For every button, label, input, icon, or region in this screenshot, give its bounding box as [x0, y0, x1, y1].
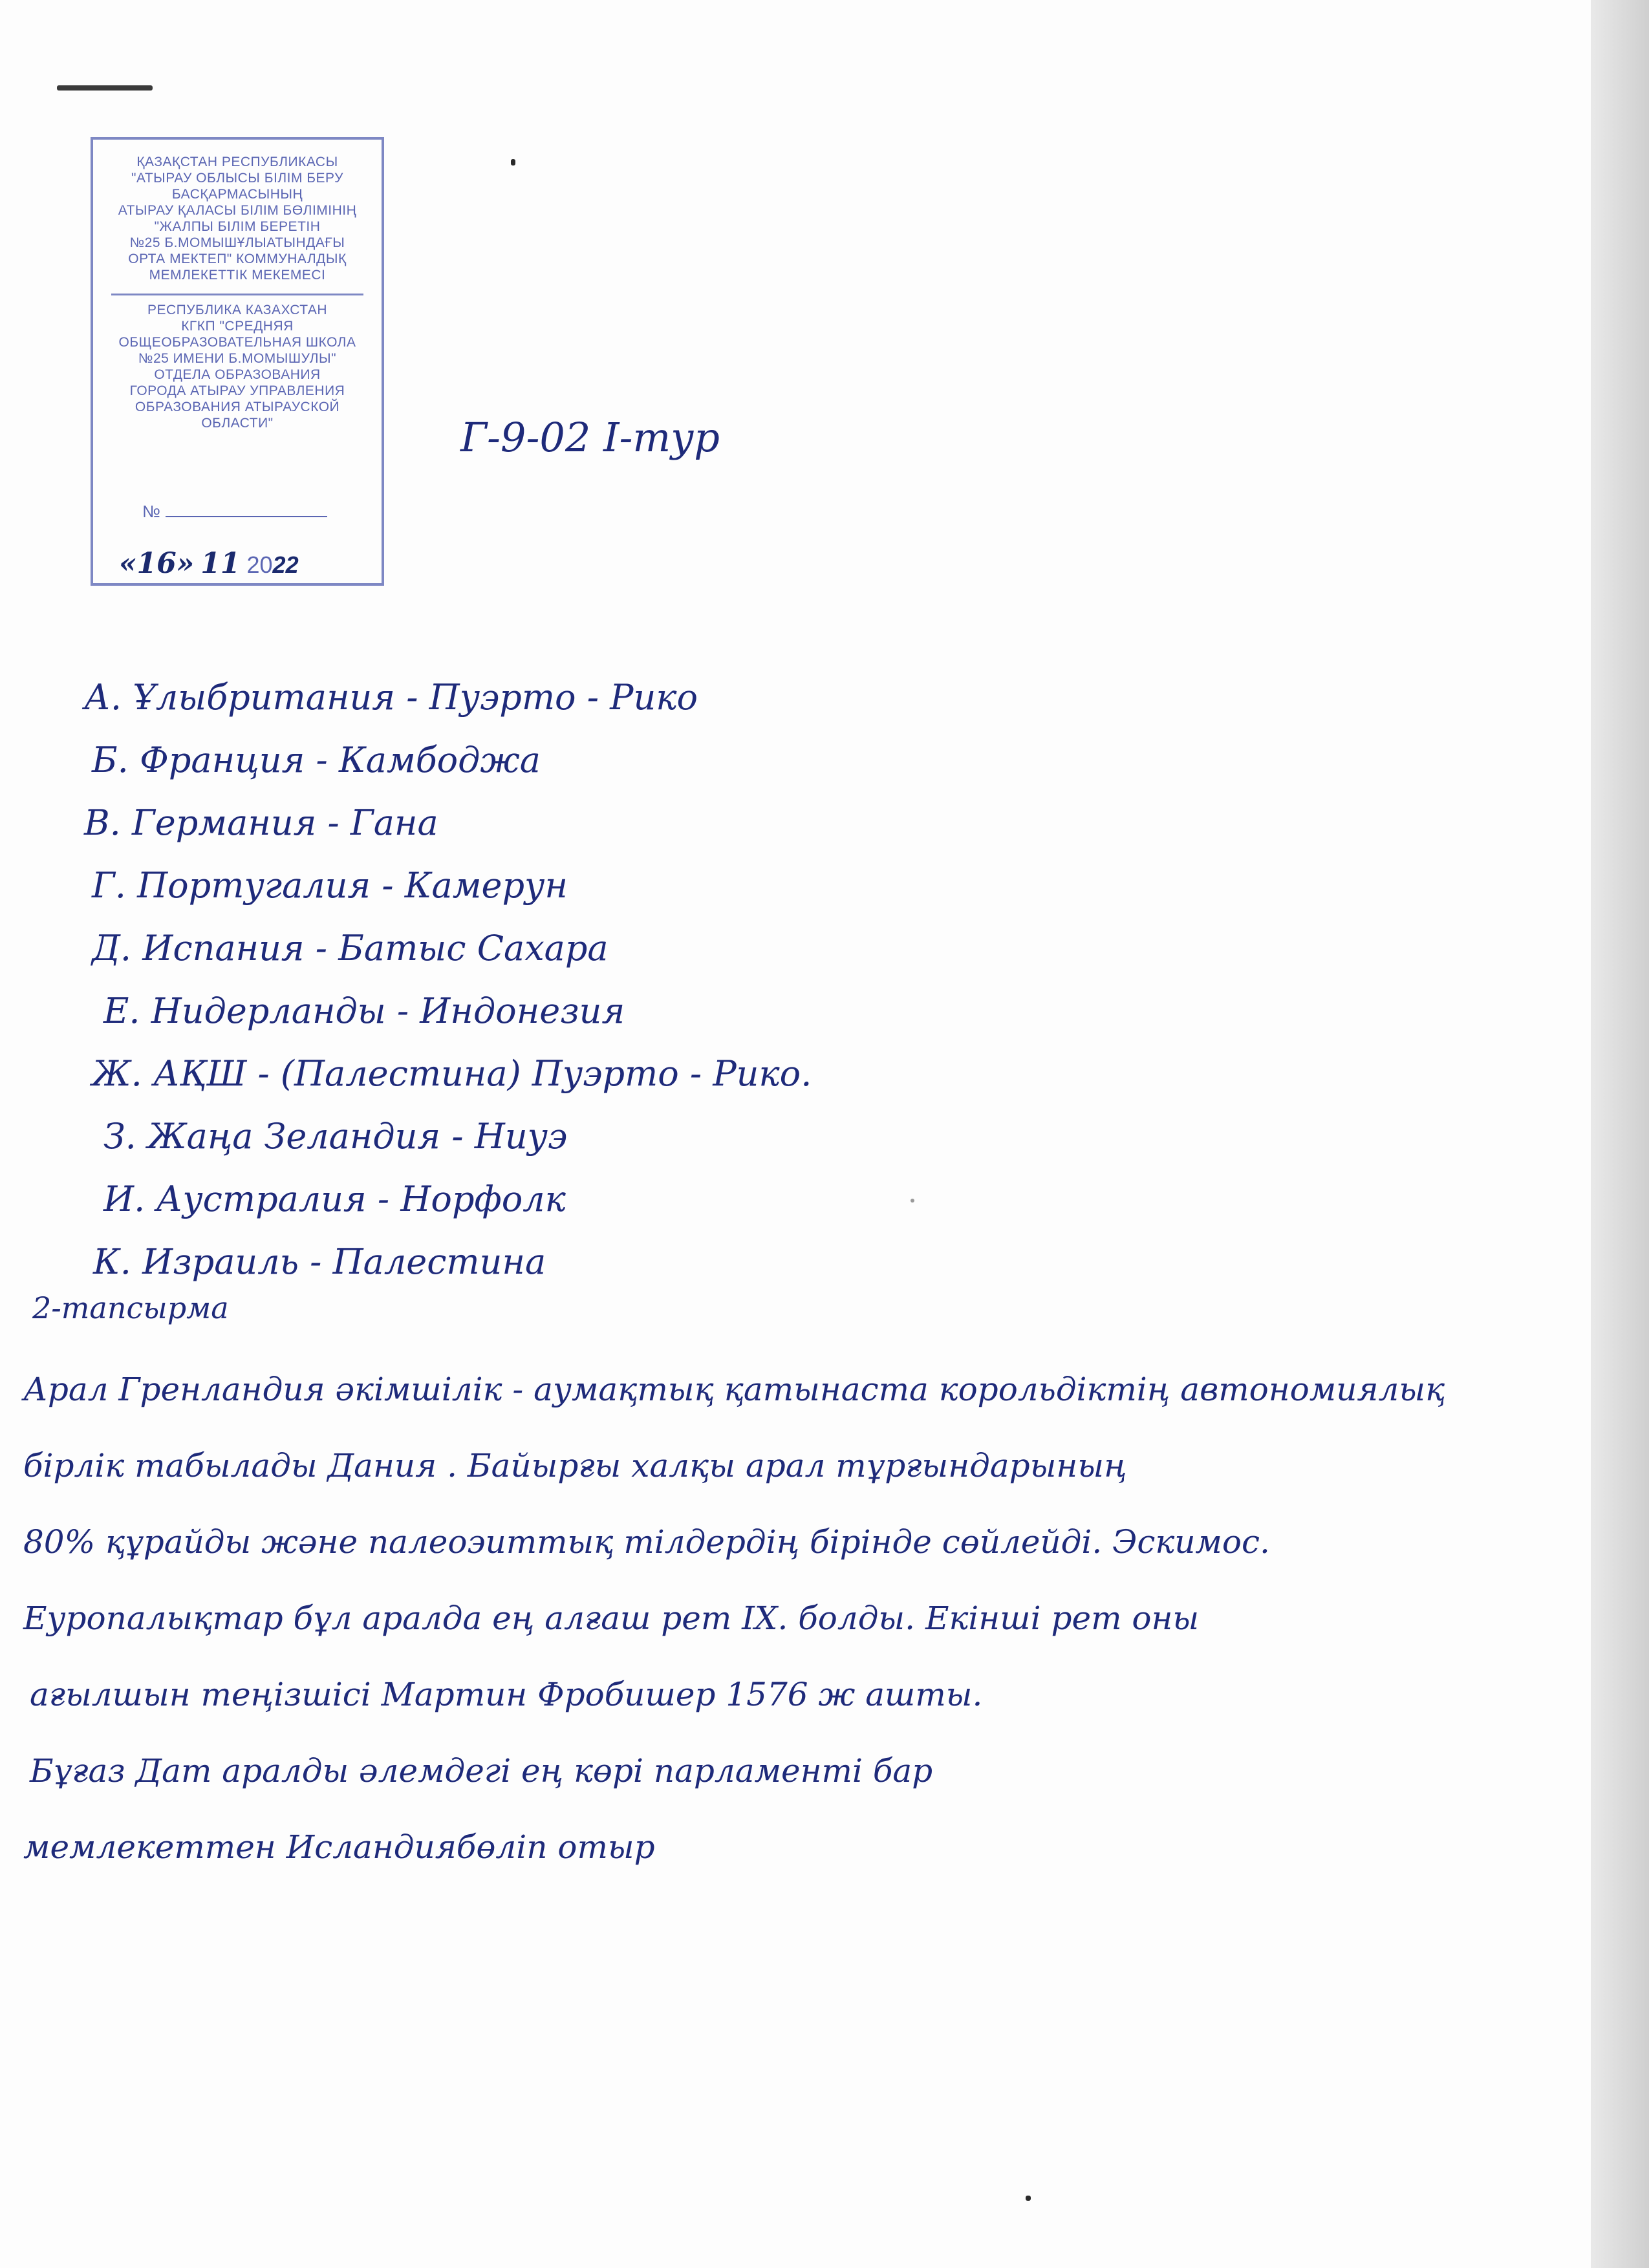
task-2-label: 2-тапсырма	[32, 1290, 229, 1325]
stamp-line: АТЫРАУ ҚАЛАСЫ БІЛІМ БӨЛІМІНІҢ	[118, 203, 357, 218]
paragraph-line: Еуропалықтар бұл аралда ең алғаш рет IX. болды. Екінші рет оны	[23, 1599, 1200, 1637]
answer-line: Д. Испания - Батыс Сахара	[92, 928, 609, 968]
paragraph-line: бірлік табылады Дания . Байырғы халқы арал тұрғындарының	[23, 1447, 1127, 1484]
answer-line: В. Германия - Гана	[84, 802, 438, 843]
stamp-number-label: №	[142, 502, 160, 521]
ink-speck	[911, 1199, 914, 1203]
scan-edge-shadow	[1591, 0, 1649, 2268]
stamp-date	[119, 547, 299, 580]
paragraph-line: Арал Гренландия әкімшілік - аумақтық қатынаста корольдіктің автономиялық	[23, 1371, 1445, 1408]
stamp-line: РЕСПУБЛИКА КАЗАХСТАН	[147, 303, 328, 317]
task-2-answer	[23, 1351, 1445, 1885]
answer-line: И. Аустралия - Норфолк	[103, 1179, 566, 1219]
ink-speck	[1026, 2196, 1031, 2201]
stamp-line: ОТДЕЛА ОБРАЗОВАНИЯ	[154, 367, 321, 382]
stamp-divider	[111, 294, 363, 295]
stamp-date-year-handwritten: 22	[272, 551, 299, 578]
answer-line: З. Жаңа Зеландия - Ниуэ	[103, 1116, 568, 1157]
stamp-line: ОРТА МЕКТЕП" КОММУНАЛДЫҚ	[128, 251, 347, 266]
stamp-line: БАСҚАРМАСЫНЫҢ	[171, 187, 303, 202]
participant-code: Г-9-02 I-тур	[460, 414, 720, 461]
paragraph-line: 80% құрайды және палеоэиттық тілдердің бірінде сөйлейді. Эскимос.	[23, 1523, 1270, 1561]
stamp-number-field	[142, 502, 327, 522]
corner-dash-mark	[57, 85, 153, 91]
stamp-line: ОБЛАСТИ"	[201, 416, 274, 431]
stamp-line: №25 ИМЕНИ Б.МОМЫШУЛЫ"	[138, 351, 337, 366]
answer-line: Е. Нидерланды - Индонезия	[103, 990, 625, 1031]
paragraph-line: Бұғаз Дат аралды әлемдегі ең көрі парламенті бар	[30, 1752, 933, 1790]
paragraph-line: мемлекеттен Исландиябөліп отыр	[23, 1828, 655, 1866]
stamp-kazakh-text	[93, 154, 382, 283]
stamp-line: МЕМЛЕКЕТТІК МЕКЕМЕСІ	[149, 268, 326, 283]
stamp-number-rule	[166, 516, 327, 517]
stamp-line: №25 Б.МОМЫШҰЛЫАТЫНДАҒЫ	[129, 235, 345, 250]
stamp-line: ОБРАЗОВАНИЯ АТЫРАУСКОЙ	[135, 400, 340, 414]
stamp-line: КГКП "СРЕДНЯЯ	[181, 319, 294, 334]
answer-line: Б. Франция - Камбоджа	[92, 740, 541, 780]
paragraph-line: ағылшын теңізшісі Мартин Фробишер 1576 ж ашты.	[30, 1676, 983, 1713]
stamp-line: "ЖАЛПЫ БІЛІМ БЕРЕТІН	[154, 219, 321, 234]
school-stamp	[91, 137, 384, 586]
answer-line: Г. Португалия - Камерун	[92, 865, 568, 906]
answer-line: К. Израиль - Палестина	[93, 1241, 546, 1282]
stamp-line: ҚАЗАҚСТАН РЕСПУБЛИКАСЫ	[136, 155, 338, 169]
stamp-line: ОБЩЕОБРАЗОВАТЕЛЬНАЯ ШКОЛА	[118, 335, 356, 350]
stamp-line: ГОРОДА АТЫРАУ УПРАВЛЕНИЯ	[129, 383, 345, 398]
stamp-date-day: «16»	[119, 547, 195, 580]
stamp-russian-text	[93, 302, 382, 431]
stamp-date-year-printed: 20	[246, 551, 273, 578]
answer-line: Ж. АҚШ - (Палестина) Пуэрто - Рико.	[92, 1053, 812, 1094]
stamp-line: "АТЫРАУ ОБЛЫСЫ БІЛІМ БЕРУ	[131, 171, 343, 186]
ink-speck	[511, 159, 515, 166]
stamp-date-month: 11	[200, 547, 241, 580]
answer-list	[84, 666, 812, 1293]
answer-line: А. Ұлыбритания - Пуэрто - Рико	[84, 677, 698, 718]
